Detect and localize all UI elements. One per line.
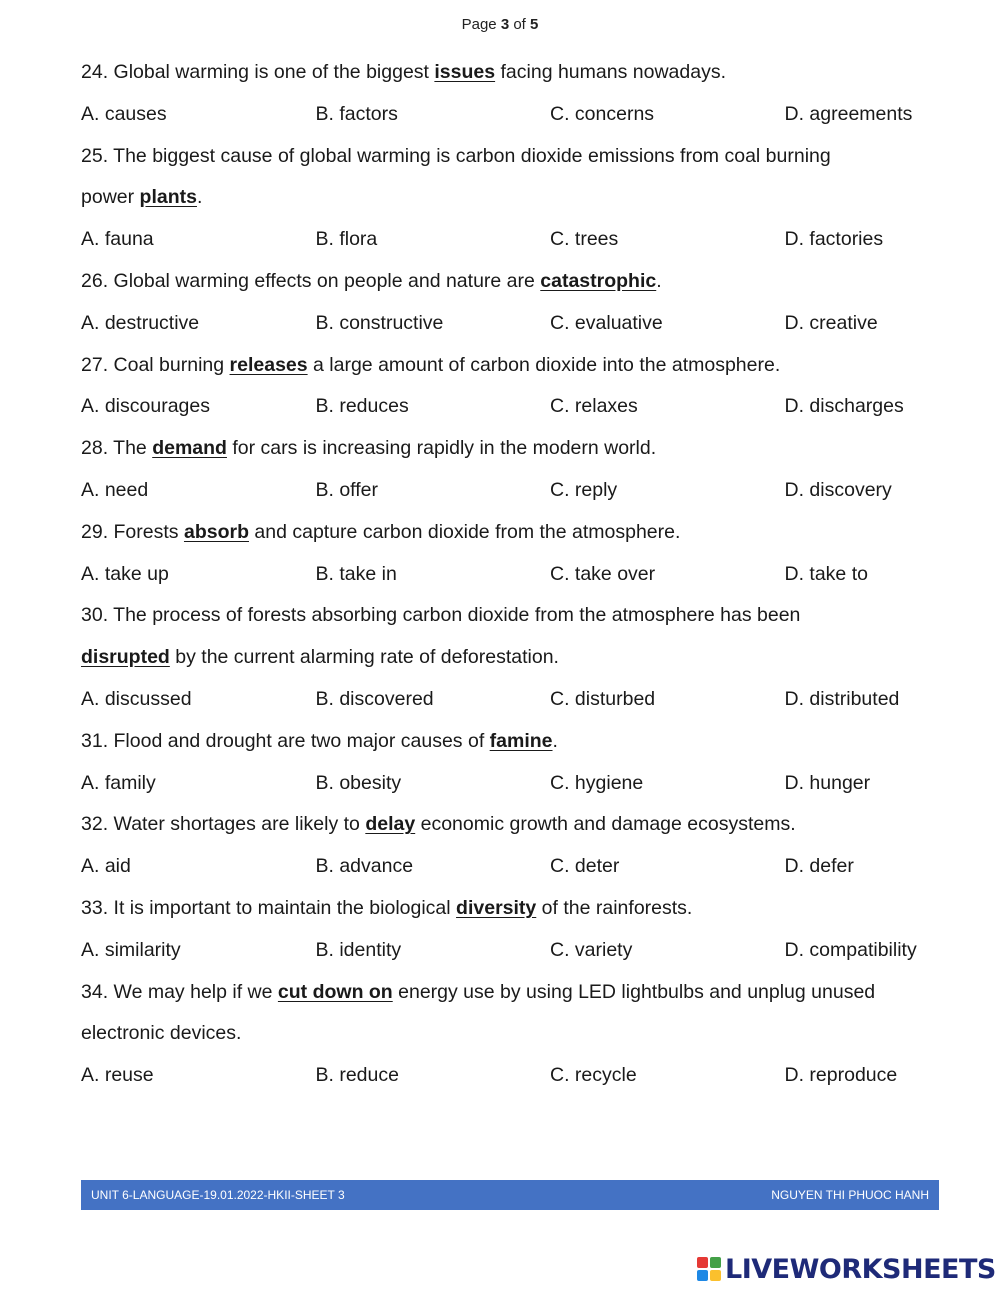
question-block [81, 595, 951, 720]
answer-option[interactable]: B. discovered [315, 687, 434, 710]
answer-option[interactable]: B. advance [315, 855, 414, 878]
question-text [81, 428, 951, 470]
logo-block [710, 1270, 721, 1281]
liveworksheets-logo[interactable] [697, 1252, 996, 1286]
question-text-segment: 28. The [81, 437, 153, 460]
answer-option[interactable]: C. evaluative [550, 311, 663, 334]
question-text-segment: 25. The biggest cause of global warming is carbon dioxide emissions from coal burning [81, 144, 831, 167]
question-text [81, 136, 951, 178]
answer-option[interactable]: A. discourages [81, 395, 210, 418]
underlined-keyword: releases [229, 353, 308, 376]
answer-option[interactable]: B. factors [315, 102, 398, 125]
answer-option[interactable]: A. similarity [81, 938, 181, 961]
answer-option[interactable]: D. distributed [784, 687, 900, 710]
question-block [81, 136, 951, 261]
question-text-segment: and capture carbon dioxide from the atmosphere. [248, 520, 681, 543]
question-text-segment: energy use by using LED lightbulbs and unplug unused [392, 980, 876, 1003]
answer-options [81, 1055, 951, 1097]
answer-option[interactable]: B. take in [315, 562, 397, 585]
answer-option[interactable]: B. offer [315, 478, 379, 501]
question-block [81, 52, 951, 136]
answer-options [81, 470, 951, 512]
answer-options [81, 554, 951, 596]
answer-option[interactable]: D. creative [784, 311, 878, 334]
answer-option[interactable]: D. compatibility [784, 938, 917, 961]
answer-options [81, 930, 951, 972]
underlined-keyword: diversity [456, 896, 537, 919]
underlined-keyword: cut down on [277, 980, 393, 1003]
answer-option[interactable]: A. destructive [81, 311, 200, 334]
question-text-segment: 27. Coal burning [81, 353, 230, 376]
answer-option[interactable]: A. family [81, 771, 156, 794]
answer-options [81, 846, 951, 888]
answer-option[interactable]: B. reduces [315, 395, 409, 418]
question-text [81, 1013, 951, 1055]
logo-blocks-icon [697, 1257, 721, 1281]
footer-right-text: NGUYEN THI PHUOC HANH [771, 1188, 929, 1202]
answer-option[interactable]: C. take over [550, 562, 656, 585]
answer-option[interactable]: A. take up [81, 562, 169, 585]
answer-option[interactable]: B. reduce [315, 1064, 399, 1087]
logo-text: LIVEWORKSHEETS [725, 1253, 996, 1285]
underlined-keyword: catastrophic [540, 269, 657, 292]
question-block [81, 972, 951, 1097]
answer-option[interactable]: D. hunger [784, 771, 871, 794]
question-text [81, 261, 951, 303]
question-text-segment: 26. Global warming effects on people and nature are [81, 269, 541, 292]
answer-option[interactable]: C. hygiene [550, 771, 644, 794]
answer-option[interactable]: C. reply [550, 478, 618, 501]
page-number: Page 3 of 5 [461, 16, 539, 33]
answer-option[interactable]: C. concerns [550, 102, 655, 125]
underlined-keyword: disrupted [81, 646, 170, 669]
answer-option[interactable]: B. obesity [315, 771, 402, 794]
answer-option[interactable]: D. discovery [784, 478, 892, 501]
question-block [81, 721, 951, 805]
question-text-segment: . [656, 269, 662, 292]
question-list [81, 52, 951, 1097]
answer-option[interactable]: D. factories [784, 228, 884, 251]
question-text [81, 888, 951, 930]
answer-option[interactable]: D. discharges [784, 395, 904, 418]
question-block [81, 804, 951, 888]
answer-option[interactable]: A. discussed [81, 687, 192, 710]
question-text-segment: a large amount of carbon dioxide into the atmosphere. [307, 353, 781, 376]
answer-options [81, 303, 951, 345]
question-text [81, 721, 951, 763]
answer-option[interactable]: C. disturbed [550, 687, 656, 710]
answer-option[interactable]: B. flora [315, 228, 378, 251]
question-text-segment: electronic devices. [81, 1022, 242, 1045]
question-text-segment: 32. Water shortages are likely to [81, 813, 366, 836]
logo-block [710, 1257, 721, 1268]
question-text [81, 52, 951, 94]
answer-option[interactable]: B. constructive [315, 311, 444, 334]
answer-option[interactable]: A. reuse [81, 1064, 154, 1087]
underlined-keyword: plants [139, 186, 197, 209]
answer-option[interactable]: C. recycle [550, 1064, 637, 1087]
question-text [81, 512, 951, 554]
footer-bar [81, 1180, 939, 1210]
question-text-segment: for cars is increasing rapidly in the modern world. [226, 437, 657, 460]
question-text-segment: power [81, 186, 140, 209]
question-text [81, 804, 951, 846]
logo-block [697, 1257, 708, 1268]
answer-option[interactable]: C. relaxes [550, 395, 638, 418]
answer-options [81, 679, 951, 721]
question-text [81, 345, 951, 387]
question-block [81, 261, 951, 345]
underlined-keyword: delay [365, 813, 416, 836]
question-text-segment: 31. Flood and drought are two major causes of [81, 729, 490, 752]
answer-options [81, 219, 951, 261]
answer-option[interactable]: D. defer [784, 855, 854, 878]
question-text-segment: economic growth and damage ecosystems. [415, 813, 796, 836]
question-text-segment: . [196, 186, 203, 209]
answer-option[interactable]: D. take to [784, 562, 868, 585]
question-text-segment: . [552, 729, 558, 752]
answer-option[interactable]: A. need [81, 478, 149, 501]
question-text-segment: by the current alarming rate of deforestation. [169, 646, 559, 669]
underlined-keyword: absorb [183, 520, 249, 543]
question-text-segment: facing humans nowadays. [495, 61, 726, 83]
question-block [81, 428, 951, 512]
logo-block [697, 1270, 708, 1281]
question-text [81, 595, 951, 637]
question-text-segment: of the rainforests. [536, 896, 693, 919]
question-text [81, 972, 951, 1014]
footer-left-text: UNIT 6-LANGUAGE-19.01.2022-HKII-SHEET 3 [91, 1188, 345, 1202]
question-text [81, 177, 951, 219]
question-text-segment: 29. Forests [81, 520, 184, 543]
question-block [81, 888, 951, 972]
answer-option[interactable]: C. trees [550, 228, 619, 251]
underlined-keyword: demand [152, 437, 227, 460]
underlined-keyword: famine [489, 729, 553, 752]
answer-option[interactable]: A. causes [81, 102, 167, 125]
answer-option[interactable]: B. identity [315, 938, 402, 961]
question-text [81, 637, 951, 679]
answer-options [81, 386, 951, 428]
question-block [81, 345, 951, 429]
question-block [81, 512, 951, 596]
answer-options [81, 94, 951, 136]
answer-option[interactable]: C. variety [550, 938, 633, 961]
answer-option[interactable]: A. aid [81, 855, 131, 878]
question-text-segment: 30. The process of forests absorbing carbon dioxide from the atmosphere has been [81, 604, 801, 627]
question-text-segment: 33. It is important to maintain the biological [81, 896, 457, 919]
underlined-keyword: issues [434, 61, 496, 83]
answer-option[interactable]: D. agreements [784, 102, 913, 125]
answer-option[interactable]: C. deter [550, 855, 620, 878]
answer-option[interactable]: A. fauna [81, 228, 154, 251]
question-text-segment: 34. We may help if we [81, 980, 278, 1003]
answer-options [81, 763, 951, 805]
answer-option[interactable]: D. reproduce [784, 1064, 898, 1087]
question-text-segment: 24. Global warming is one of the biggest [81, 61, 435, 83]
